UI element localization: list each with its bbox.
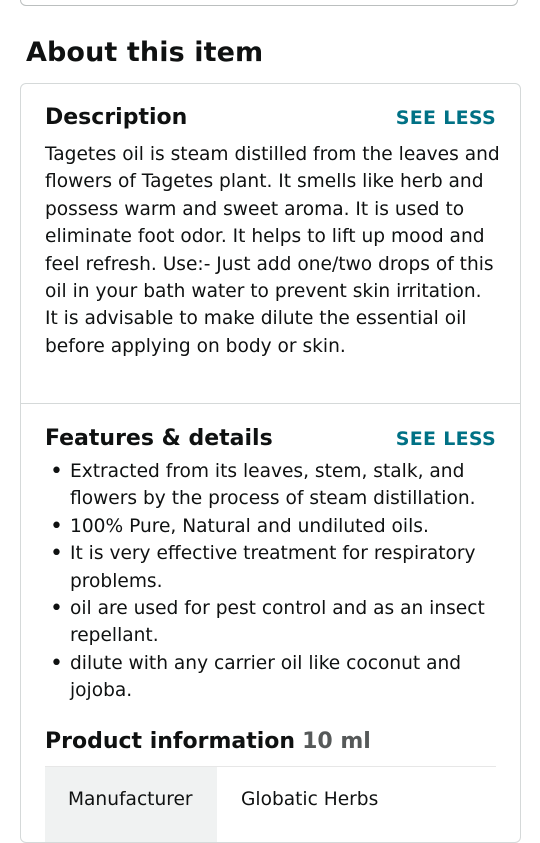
- previous-section-box: [20, 0, 518, 6]
- product-information-value: 10 ml: [302, 729, 371, 754]
- description-section: [21, 84, 520, 404]
- feature-item: • dilute with any carrier oil like coconut and jojoba.: [45, 650, 505, 705]
- manufacturer-key: Manufacturer: [45, 767, 217, 843]
- about-this-item-heading: About this item: [26, 37, 264, 68]
- features-title: Features & details: [45, 426, 273, 451]
- description-see-less-link[interactable]: SEE LESS: [395, 107, 496, 129]
- description-header: [45, 102, 496, 134]
- features-see-less-link[interactable]: SEE LESS: [395, 428, 496, 450]
- product-info-table-row: [45, 766, 496, 843]
- feature-item: • 100% Pure, Natural and undiluted oils.: [45, 513, 505, 540]
- manufacturer-value: Globatic Herbs: [241, 789, 379, 810]
- feature-item: • Extracted from its leaves, stem, stalk, and flowers by the process of steam distillation.: [45, 458, 505, 513]
- product-information-label: Product information: [45, 729, 296, 754]
- description-text: Tagetes oil is steam distilled from the leaves and flowers of Tagetes plant. It smells like herb and possess warm and sweet aroma. It is used to eliminate foot odor. It helps to lift up mood and feel refresh. Use:- Just add one/two drops of this oil in your bath water to prevent skin irritation. It is advisable to make dilute the essential oil before applying on body or skin.: [45, 144, 500, 357]
- about-card: [20, 83, 521, 843]
- description-title: Description: [45, 105, 188, 130]
- feature-item: • It is very effective treatment for respiratory problems.: [45, 540, 505, 595]
- features-header: [45, 423, 496, 455]
- feature-item: • oil are used for pest control and as an insect repellant.: [45, 595, 505, 650]
- features-list: [45, 458, 505, 705]
- product-information-line: [45, 726, 371, 758]
